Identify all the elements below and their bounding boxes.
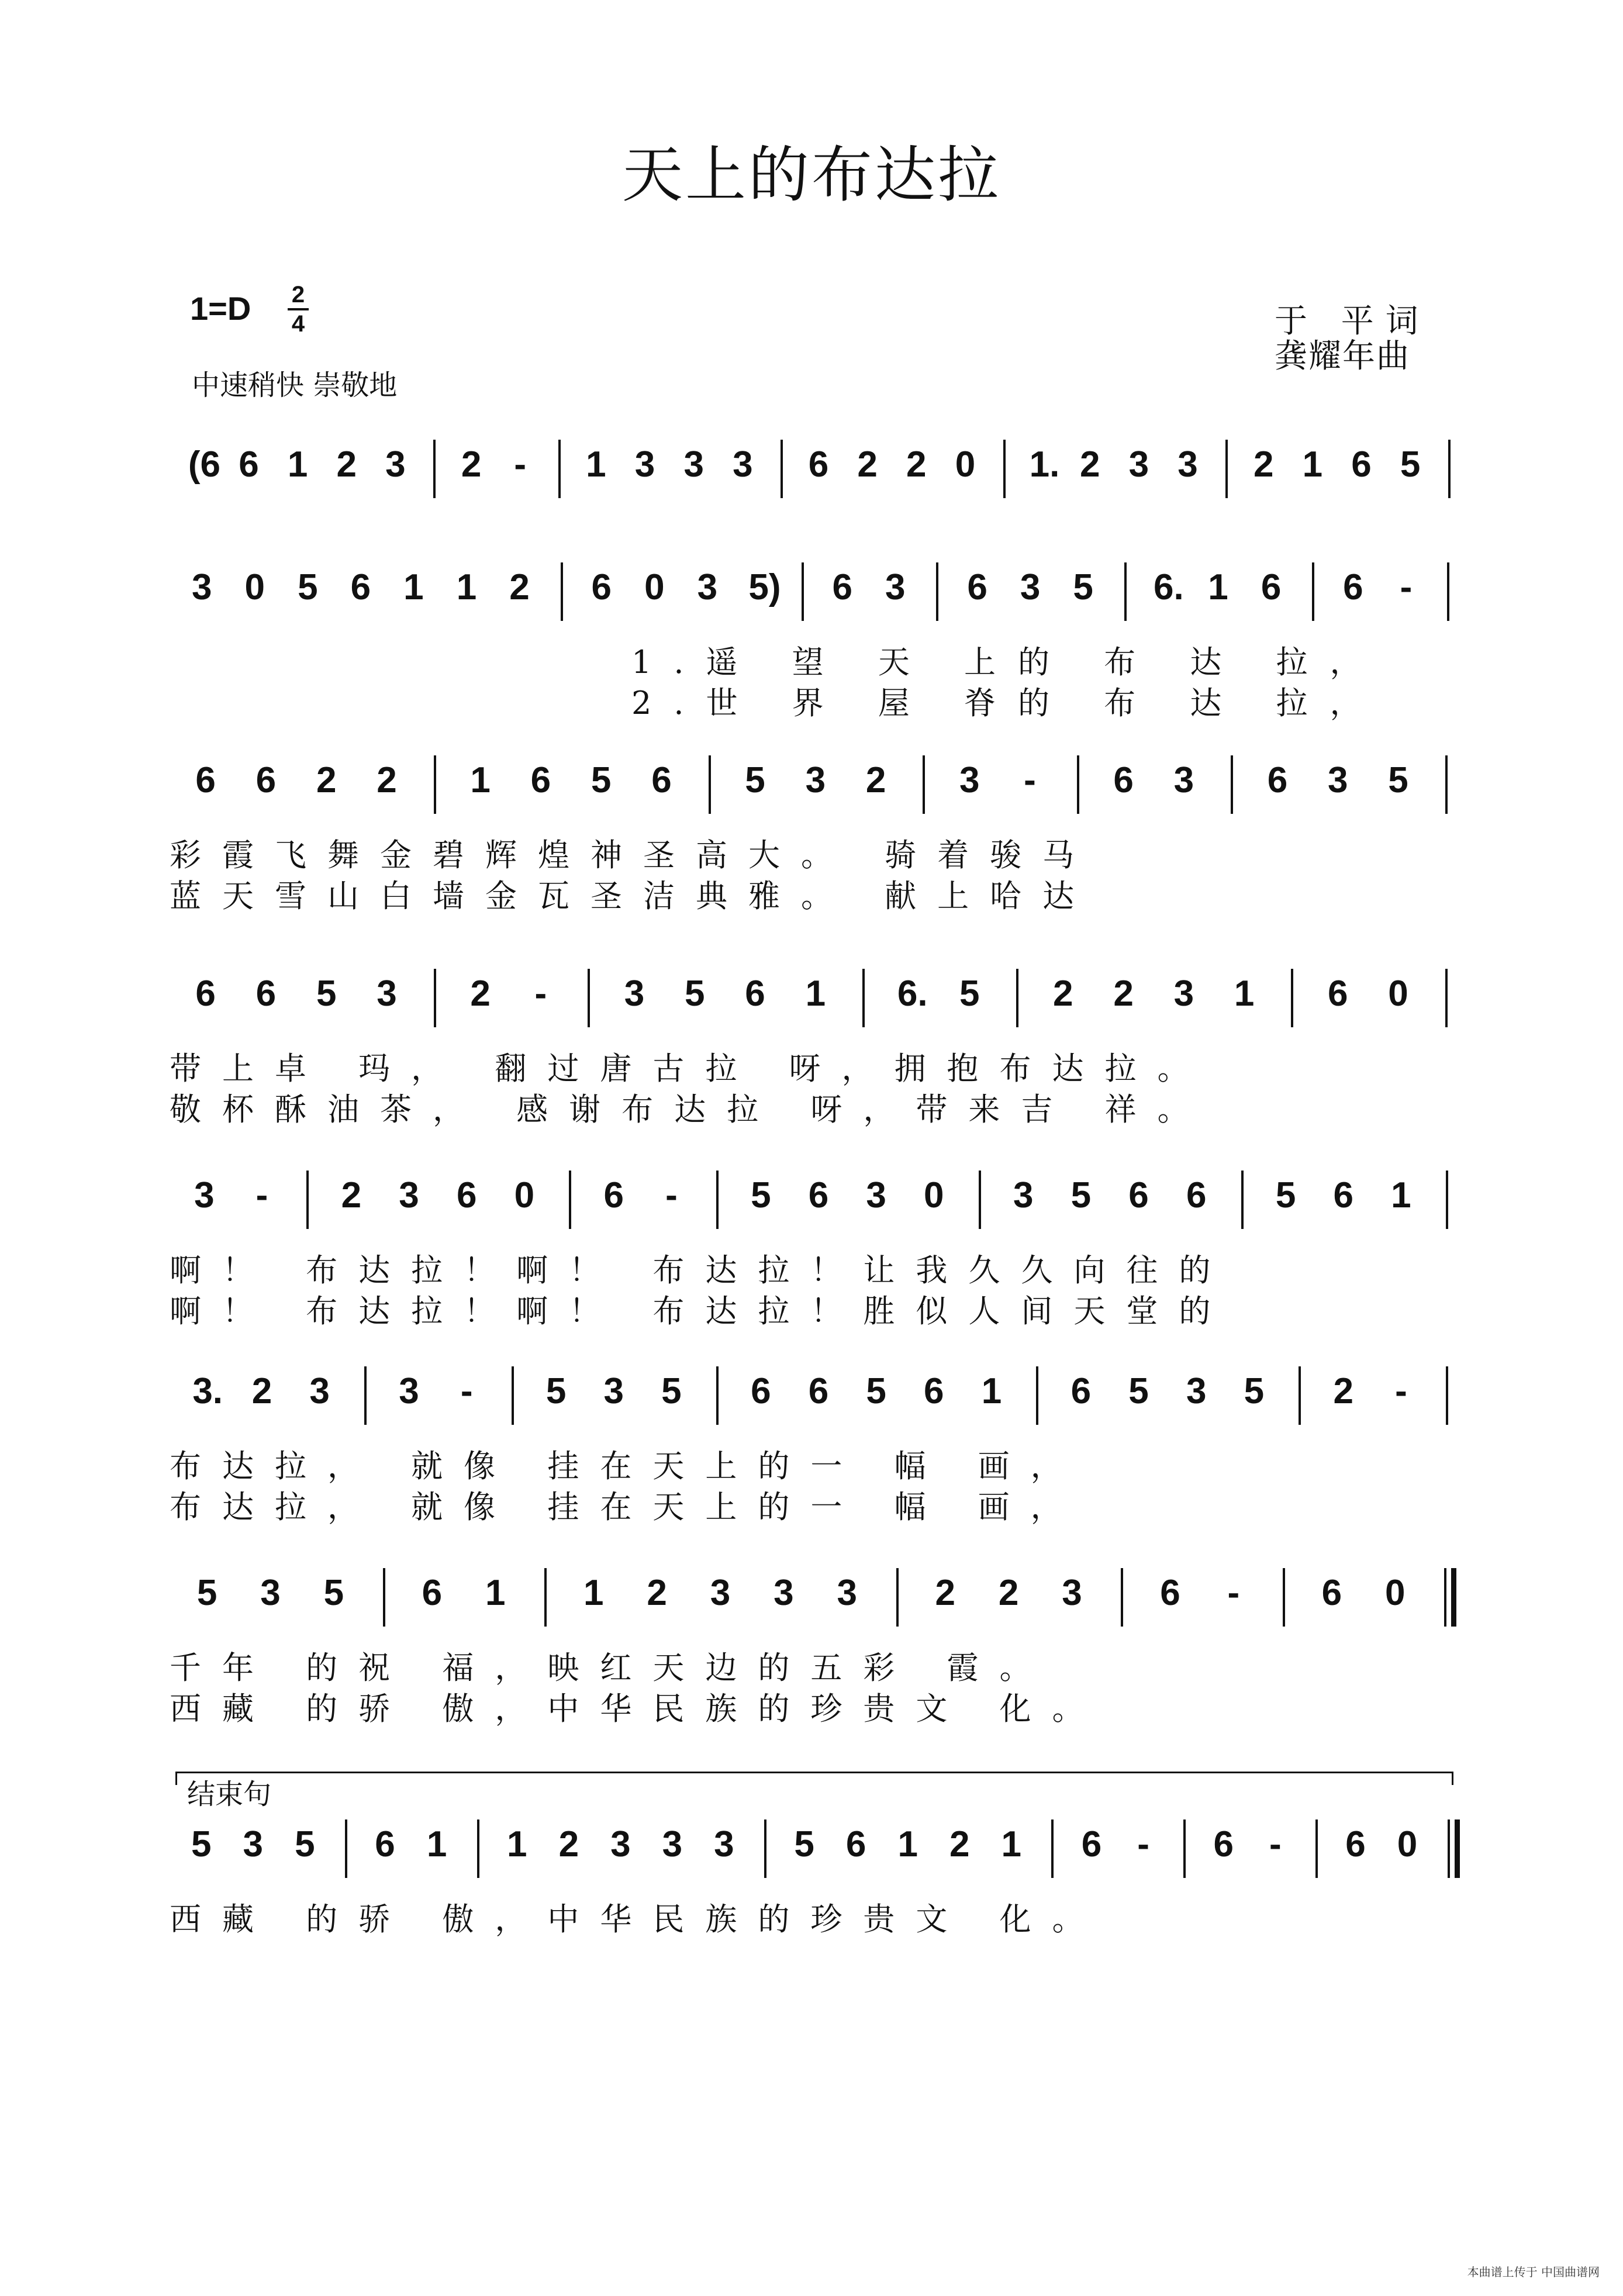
note: 1	[981, 1371, 1002, 1411]
note: 6	[1081, 1824, 1102, 1865]
note: 5	[298, 567, 318, 607]
barline	[716, 1171, 719, 1229]
barline	[1445, 755, 1448, 814]
note: 2	[251, 1371, 272, 1411]
barline	[1121, 1568, 1123, 1627]
note: 3	[959, 760, 980, 800]
lyric-line: 啊！ 布达拉！啊！ 布达拉！让我久久向往的	[170, 1252, 1232, 1289]
note: -	[514, 444, 527, 485]
note: -	[1227, 1573, 1240, 1613]
note: 3	[662, 1824, 683, 1865]
note: 3	[377, 973, 397, 1014]
note: 3	[714, 1824, 734, 1865]
barline	[936, 562, 938, 621]
note: 5	[323, 1573, 344, 1613]
score-line	[175, 760, 1473, 813]
note: 0	[644, 567, 665, 607]
note: 2	[1080, 444, 1100, 485]
note: 3	[1186, 1371, 1207, 1411]
barline	[1315, 1819, 1318, 1878]
barline	[434, 755, 436, 814]
note: 3	[1062, 1573, 1082, 1613]
note: -	[534, 973, 547, 1014]
note: 6	[924, 1371, 944, 1411]
note: 3	[624, 973, 645, 1014]
lyricist-credit: 于 平词	[1275, 302, 1430, 340]
note: 1	[586, 444, 606, 485]
note: 2	[998, 1573, 1019, 1613]
note: 2	[949, 1824, 970, 1865]
note: 6	[1113, 760, 1134, 800]
note: 1	[470, 760, 491, 800]
lyric-line: 1.遥 望 天 上的 布 达 拉，	[631, 644, 1384, 681]
note: 2	[316, 760, 337, 800]
footer-watermark: 本曲谱上传于 中国曲谱网	[1467, 2265, 1600, 2279]
note: 5	[661, 1371, 682, 1411]
note: 5)	[748, 567, 781, 607]
note: 6	[967, 567, 987, 607]
score-line	[175, 1573, 1473, 1625]
note: 1	[507, 1824, 527, 1865]
note: 2	[336, 444, 357, 485]
note: 1	[1391, 1175, 1411, 1216]
barline	[1225, 440, 1228, 498]
time-signature-top: 2	[291, 282, 305, 308]
note: -	[255, 1175, 268, 1216]
note: 5	[1388, 760, 1408, 800]
note: 2	[906, 444, 927, 485]
time-signature	[285, 282, 311, 337]
note: 0	[955, 444, 976, 485]
note: 6	[745, 973, 765, 1014]
note: 5	[1400, 444, 1421, 485]
barline	[434, 969, 436, 1027]
note: 5	[1244, 1371, 1265, 1411]
note: 3	[866, 1175, 886, 1216]
note: 1	[805, 973, 826, 1014]
final-barline	[1455, 1819, 1460, 1878]
lyric-line: 2.世 界 屋 脊的 布 达 拉，	[631, 685, 1384, 721]
note: 6	[456, 1175, 477, 1216]
score-line	[175, 444, 1473, 497]
barline	[1447, 562, 1449, 621]
final-barline	[1451, 1568, 1456, 1627]
barline	[1299, 1366, 1301, 1425]
ending-label: 结束句	[187, 1778, 272, 1811]
score-line	[175, 1175, 1473, 1228]
barline	[764, 1819, 766, 1878]
note: 3	[885, 567, 906, 607]
note: 5	[196, 1573, 217, 1613]
note: 6	[1261, 567, 1282, 607]
note: 3	[399, 1371, 419, 1411]
note: 1	[403, 567, 424, 607]
note: 3	[194, 1175, 215, 1216]
note: 6	[350, 567, 371, 607]
note: 6	[651, 760, 672, 800]
barline	[1312, 562, 1314, 621]
time-signature-bar	[288, 308, 309, 310]
note: 6	[808, 1175, 829, 1216]
barline	[477, 1819, 479, 1878]
note: 3	[697, 567, 718, 607]
note: 5	[316, 973, 337, 1014]
note: 5	[295, 1824, 315, 1865]
barline	[561, 562, 563, 621]
note: 2	[1333, 1371, 1353, 1411]
barline	[1291, 969, 1293, 1027]
barline	[1444, 1568, 1446, 1627]
note: 0	[1388, 973, 1408, 1014]
note: 6	[1333, 1175, 1353, 1216]
note: 3	[1328, 760, 1348, 800]
note: 6	[1345, 1824, 1366, 1865]
note: 6	[255, 973, 277, 1014]
note: 3	[710, 1573, 731, 1613]
barline	[802, 562, 804, 621]
note: 6.	[1154, 567, 1184, 607]
note: 3	[385, 444, 406, 485]
lyric-line: 布达拉， 就像 挂在天上的一 幅 画，	[170, 1489, 1083, 1525]
note: 6	[239, 444, 259, 485]
barline	[716, 1366, 719, 1425]
barline	[1183, 1819, 1186, 1878]
note: 6	[1186, 1175, 1207, 1216]
note: 6	[1351, 444, 1372, 485]
key-signature: 1=D	[190, 290, 251, 327]
note: 2	[470, 973, 491, 1014]
note: 6	[1321, 1573, 1342, 1613]
note: 2	[935, 1573, 955, 1613]
lyric-line: 敬杯酥油茶， 感谢布达拉 呀，带来吉 祥。	[170, 1091, 1210, 1128]
note: 6	[1328, 973, 1348, 1014]
note: -	[460, 1371, 473, 1411]
barline	[1445, 969, 1448, 1027]
note: 3	[733, 444, 753, 485]
note: -	[665, 1175, 678, 1216]
note: -	[1137, 1824, 1149, 1865]
note: 0	[924, 1175, 944, 1216]
barline	[306, 1171, 309, 1229]
barline	[364, 1366, 367, 1425]
lyric-line: 布达拉， 就像 挂在天上的一 幅 画，	[170, 1448, 1083, 1484]
song-title: 天上的布达拉	[621, 139, 1001, 210]
lyric-line: 千年 的祝 福，映红天边的五彩 霞。	[170, 1649, 1052, 1686]
barline	[1283, 1568, 1285, 1627]
note: 6	[808, 444, 829, 485]
lyric-line: 蓝天雪山白墙金瓦圣洁典雅。 献上哈达	[170, 878, 1096, 914]
note: 2	[865, 760, 886, 800]
barline	[1446, 1366, 1448, 1425]
note: 5	[751, 1175, 771, 1216]
note: 3	[243, 1824, 264, 1865]
note: 6	[591, 567, 612, 607]
note: 1	[287, 444, 308, 485]
note: 1	[456, 567, 477, 607]
note: 6	[832, 567, 852, 607]
lyric-line: 彩霞飞舞金碧辉煌神圣高大。 骑着骏马	[170, 837, 1096, 873]
note: 6	[603, 1175, 624, 1216]
note: 5	[591, 760, 612, 800]
barline	[1077, 755, 1079, 814]
note: 5	[685, 973, 705, 1014]
note: 3	[634, 444, 655, 485]
note: 3	[1128, 444, 1149, 485]
note: 2	[1253, 444, 1274, 485]
note: 6.	[897, 973, 928, 1014]
note: 1	[583, 1573, 604, 1613]
barline	[709, 755, 711, 814]
note: 6	[375, 1824, 395, 1865]
note: 3	[260, 1573, 281, 1613]
note: 3	[1173, 760, 1194, 800]
note: 6	[1128, 1175, 1149, 1216]
note: 6	[751, 1371, 771, 1411]
note: 5	[959, 973, 980, 1014]
note: 2	[857, 444, 878, 485]
note: 1	[426, 1824, 447, 1865]
note: 3	[805, 760, 826, 800]
note: 6	[530, 760, 551, 800]
note: 5	[1275, 1175, 1296, 1216]
note: 3	[1173, 973, 1194, 1014]
note: 6	[1213, 1824, 1234, 1865]
barline	[1003, 440, 1006, 498]
note: 6	[422, 1573, 443, 1613]
note: 5	[1128, 1371, 1149, 1411]
note: 1	[1234, 973, 1255, 1014]
barline	[569, 1171, 571, 1229]
lyric-line: 啊！ 布达拉！啊！ 布达拉！胜似人间天堂的	[170, 1293, 1232, 1330]
note: 2	[509, 567, 530, 607]
note: -	[1400, 567, 1413, 607]
barline	[1124, 562, 1127, 621]
barline	[1051, 1819, 1054, 1878]
lyric-line: 西藏 的骄 傲，中华民族的珍贵文 化。	[170, 1901, 1105, 1938]
note: 3	[399, 1175, 419, 1216]
score-line	[175, 1824, 1473, 1877]
barline	[896, 1568, 899, 1627]
barline	[923, 755, 925, 814]
note: 5	[794, 1824, 814, 1865]
note: 0	[1397, 1824, 1418, 1865]
note: 0	[514, 1175, 535, 1216]
barline	[1448, 440, 1451, 498]
barline	[979, 1171, 981, 1229]
note: 3	[610, 1824, 631, 1865]
barline	[1448, 1819, 1450, 1878]
barline	[544, 1568, 547, 1627]
note: 1	[485, 1573, 506, 1613]
lyric-line: 带上卓 玛， 翻过唐古拉 呀，拥抱布达拉。	[170, 1050, 1210, 1087]
note: 3	[1013, 1175, 1034, 1216]
barline	[1036, 1366, 1038, 1425]
barline	[383, 1568, 385, 1627]
note: -	[1269, 1824, 1282, 1865]
note: 5	[191, 1824, 212, 1865]
barline	[862, 969, 865, 1027]
note: 3	[773, 1573, 794, 1613]
note: 6	[808, 1371, 829, 1411]
note: 6	[195, 760, 216, 800]
note: (6	[188, 444, 220, 485]
note: 2	[461, 444, 482, 485]
barline	[558, 440, 561, 498]
note: 2	[647, 1573, 667, 1613]
barline	[512, 1366, 514, 1425]
barline	[1016, 969, 1018, 1027]
lyric-line: 西藏 的骄 傲，中华民族的珍贵文 化。	[170, 1690, 1105, 1727]
note: 6	[195, 973, 216, 1014]
note: 5	[1073, 567, 1093, 607]
barline	[781, 440, 783, 498]
barline	[345, 1819, 347, 1878]
note: 5	[1071, 1175, 1092, 1216]
note: 1	[1208, 567, 1228, 607]
note: 2	[377, 760, 397, 800]
barline	[1231, 755, 1233, 814]
note: 1.	[1029, 444, 1060, 485]
note: 6	[1267, 760, 1288, 800]
note: 3	[1177, 444, 1198, 485]
barline	[1241, 1171, 1244, 1229]
note: 1	[1302, 444, 1323, 485]
note: 2	[1053, 973, 1073, 1014]
note: 5	[866, 1371, 886, 1411]
note: 2	[558, 1824, 579, 1865]
note: 0	[1384, 1573, 1406, 1613]
ending-frame	[175, 1772, 1453, 1785]
barline	[433, 440, 436, 498]
composer-credit: 龚耀年曲	[1275, 337, 1410, 375]
barline	[1446, 1171, 1448, 1229]
barline	[588, 969, 590, 1027]
note: -	[1024, 760, 1036, 800]
note: 6	[1160, 1573, 1180, 1613]
note: 3	[309, 1371, 330, 1411]
note: 5	[745, 760, 765, 800]
note: 6	[1343, 567, 1363, 607]
time-signature-bottom: 4	[291, 311, 305, 337]
note: 3	[837, 1573, 857, 1613]
score-line	[175, 973, 1473, 1026]
note: -	[1395, 1371, 1407, 1411]
note: 6	[1071, 1371, 1092, 1411]
note: 2	[341, 1175, 362, 1216]
note: 0	[244, 567, 265, 607]
note: 2	[1113, 973, 1134, 1014]
note: 6	[845, 1824, 866, 1865]
note: 3.	[192, 1371, 223, 1411]
score-line	[175, 567, 1473, 620]
note: 3	[192, 567, 212, 607]
note: 1	[897, 1824, 918, 1865]
note: 3	[1020, 567, 1041, 607]
note: 1	[1001, 1824, 1021, 1865]
note: 5	[545, 1371, 567, 1411]
note: 3	[683, 444, 704, 485]
note: 3	[603, 1371, 624, 1411]
note: 6	[255, 760, 277, 800]
score-line	[175, 1371, 1473, 1424]
tempo-marking: 中速稍快 崇敬地	[192, 369, 398, 402]
